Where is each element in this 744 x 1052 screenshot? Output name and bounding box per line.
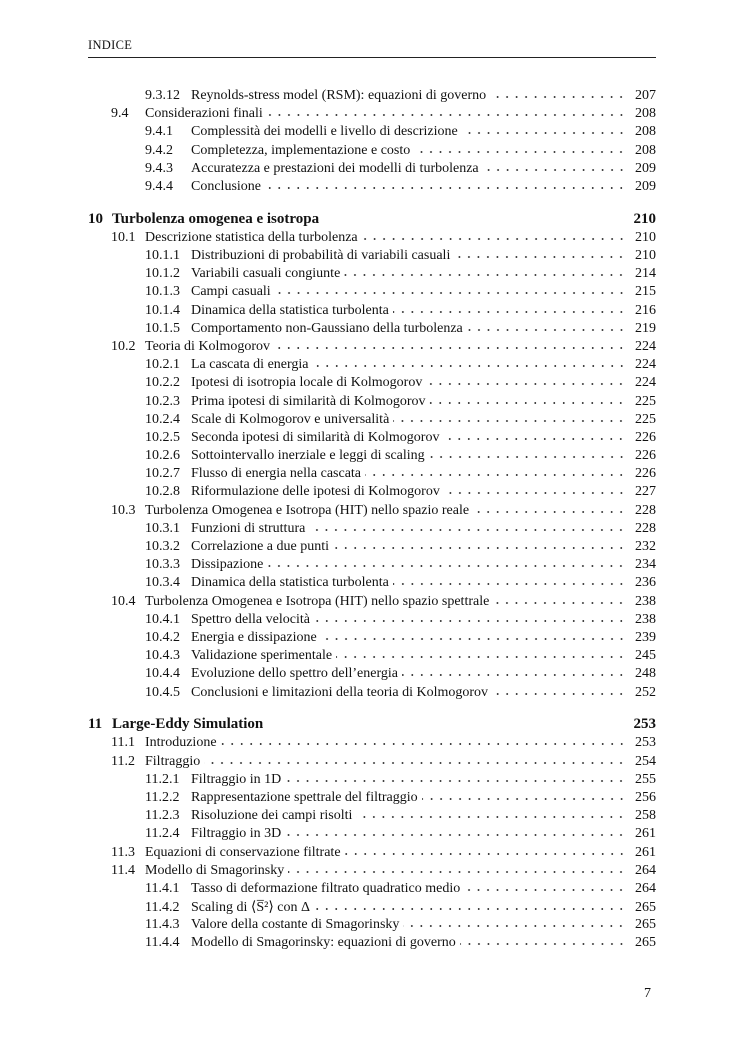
toc-entry-title: Modello di Smagorinsky — [145, 862, 285, 878]
toc-entry-title: Reynolds-stress model (RSM): equazioni di governo — [191, 88, 487, 103]
toc-entry-page: 248 — [635, 666, 656, 682]
toc-entry-title: Completezza, implementazione e costo — [191, 142, 411, 158]
toc-entry-number: 10.3 — [111, 502, 136, 518]
toc-subsection[interactable] — [88, 575, 656, 593]
dot-leader — [393, 304, 626, 314]
dot-leader — [265, 180, 626, 190]
toc-entry-title: Prima ipotesi di similarità di Kolmogorov — [191, 393, 426, 409]
toc-entry-number: 10.4 — [111, 593, 136, 609]
toc-entry-page: 261 — [635, 826, 656, 842]
toc-entry-number: 11.2 — [111, 753, 135, 769]
toc-subsection[interactable] — [88, 557, 656, 575]
toc-entry-page: 214 — [635, 266, 656, 282]
toc-entry-number: 10.4.5 — [145, 684, 180, 700]
toc-subsection[interactable] — [88, 772, 656, 790]
toc-entry-title: Modello di Smagorinsky: equazioni di governo — [191, 935, 456, 951]
toc-entry-title: Descrizione statistica della turbolenza — [145, 229, 358, 245]
dot-leader — [267, 718, 626, 728]
toc-entry-page: 219 — [635, 320, 656, 336]
toc-entry-page: 208 — [635, 106, 656, 122]
toc-entry-number: 11.4.1 — [145, 880, 180, 896]
toc-entry-number: 11.4.4 — [145, 935, 180, 951]
toc-entry-title: Complessità dei modelli e livello di descrizione — [191, 124, 458, 140]
toc-entry-title: Conclusione — [191, 178, 261, 194]
toc-entry-number: 10.1.2 — [145, 266, 180, 282]
toc-entry-number: 10.4.4 — [145, 666, 180, 682]
toc-entry-title: Dissipazione — [191, 557, 264, 573]
toc-entry-page: 224 — [635, 357, 656, 373]
toc-entry-page: 236 — [635, 575, 656, 591]
toc-subsection[interactable] — [88, 179, 656, 197]
dot-leader — [473, 504, 626, 514]
toc-entry-page: 209 — [635, 160, 656, 176]
toc-entry-number: 11.2.1 — [145, 771, 180, 787]
toc-entry-page: 226 — [635, 448, 656, 464]
toc-entry-number: 10.4.3 — [145, 648, 180, 664]
toc-section[interactable] — [88, 106, 656, 124]
toc-entry-number: 10.1.1 — [145, 248, 180, 263]
toc-entry-page: 210 — [635, 248, 656, 263]
dot-leader — [462, 125, 626, 135]
toc-entry-page: 265 — [635, 900, 656, 916]
dot-leader — [309, 522, 626, 532]
dot-leader — [422, 791, 626, 801]
dot-leader — [429, 449, 626, 459]
toc-entry-page: 226 — [635, 429, 656, 445]
toc-entry-page: 227 — [635, 484, 656, 500]
dot-leader — [204, 755, 626, 765]
toc-entry-title: La cascata di energia — [191, 357, 309, 373]
toc-subsection[interactable] — [88, 88, 656, 106]
toc-subsection[interactable] — [88, 448, 656, 466]
toc-entry-number: 10.2.6 — [145, 448, 180, 464]
toc-subsection[interactable] — [88, 790, 656, 808]
toc-entry-number: 10.3.1 — [145, 520, 180, 536]
running-header — [88, 38, 656, 58]
toc-entry-title: Variabili casuali congiunte — [191, 266, 341, 282]
dot-leader — [402, 667, 626, 677]
toc-entry-number: 10.3.4 — [145, 575, 180, 591]
dot-leader — [267, 107, 626, 117]
toc-subsection[interactable] — [88, 484, 656, 502]
toc-entry-title: Comportamento non-Gaussiano della turbolenza — [191, 320, 463, 336]
toc-entry-number: 10.2 — [111, 338, 136, 354]
toc-subsection[interactable] — [88, 124, 656, 142]
toc-entry-title: Filtraggio in 3D — [191, 826, 282, 842]
toc-subsection[interactable] — [88, 321, 656, 339]
toc-subsection[interactable] — [88, 143, 656, 161]
toc-entry-title: Dinamica della statistica turbolenta — [191, 575, 389, 591]
dot-leader — [221, 736, 626, 746]
toc-subsection[interactable] — [88, 648, 656, 666]
toc-subsection[interactable] — [88, 357, 656, 375]
toc-entry-number: 10 — [88, 210, 103, 227]
toc-entry-page: 228 — [635, 520, 656, 536]
toc-entry-number: 10.2.4 — [145, 411, 180, 427]
toc-subsection[interactable] — [88, 284, 656, 302]
toc-entry-number: 11.1 — [111, 735, 135, 751]
dot-leader — [444, 485, 626, 495]
dot-leader — [313, 358, 626, 368]
dot-leader — [467, 322, 626, 332]
dot-leader — [490, 89, 626, 99]
dot-leader — [288, 864, 626, 874]
toc-entry-title: Riformulazione delle ipotesi di Kolmogorov — [191, 484, 440, 500]
toc-entry-number: 10.2.5 — [145, 429, 180, 445]
toc-entry-title: Large-Eddy Simulation — [112, 716, 264, 733]
dot-leader — [393, 576, 626, 586]
toc-section[interactable] — [88, 754, 656, 772]
dot-leader — [344, 267, 626, 277]
toc-entry-page: 239 — [635, 629, 656, 645]
dot-leader — [460, 936, 626, 946]
toc-entry-number: 11.2.3 — [145, 808, 180, 824]
toc-entry-number: 10.2.7 — [145, 466, 180, 482]
toc-entry-title: Seconda ipotesi di similarità di Kolmogorov — [191, 429, 440, 445]
toc-entry-page: 265 — [635, 917, 656, 933]
toc-entry-title: Dinamica della statistica turbolenta — [191, 302, 389, 318]
toc-subsection[interactable] — [88, 161, 656, 179]
toc-entry-page: 264 — [635, 880, 656, 896]
toc-subsection[interactable] — [88, 826, 656, 844]
toc-subsection[interactable] — [88, 808, 656, 826]
toc-entry-number: 10.1.3 — [145, 284, 180, 300]
toc-entry-number: 10.2.8 — [145, 484, 180, 500]
toc-subsection[interactable] — [88, 430, 656, 448]
toc-subsection[interactable] — [88, 466, 656, 484]
toc-entry-title: Accuratezza e prestazioni dei modelli di turbolenza — [191, 160, 479, 176]
dot-leader — [483, 162, 626, 172]
dot-leader — [321, 631, 626, 641]
toc-entry-title: Turbolenza Omogenea e Isotropa (HIT) nello spazio reale — [145, 502, 470, 518]
dot-leader — [285, 827, 626, 837]
header-title: INDICE — [88, 38, 133, 52]
toc-entry-title: Equazioni di conservazione filtrate — [145, 844, 341, 860]
toc-entry-number: 10.1.4 — [145, 302, 180, 318]
toc-subsection[interactable] — [88, 412, 656, 430]
toc-entry-page: 238 — [635, 611, 656, 627]
dot-leader — [365, 467, 626, 477]
toc-entry-page: 224 — [635, 375, 656, 391]
toc-subsection[interactable] — [88, 539, 656, 557]
dot-leader — [426, 376, 626, 386]
dot-leader — [314, 901, 626, 911]
toc-entry-number: 10.3.3 — [145, 557, 180, 573]
toc-subsection[interactable] — [88, 917, 656, 935]
toc-entry-number: 11.3 — [111, 844, 135, 860]
toc-entry-page: 224 — [635, 338, 656, 354]
toc-entry-page: 234 — [635, 557, 656, 573]
toc-subsection[interactable] — [88, 630, 656, 648]
toc-subsection[interactable] — [88, 375, 656, 393]
dot-leader — [464, 882, 626, 892]
toc-entry-number: 9.4 — [111, 106, 129, 122]
toc-section[interactable] — [88, 863, 656, 881]
toc-entry-page: 210 — [633, 210, 656, 227]
toc-entry-number: 10.1.5 — [145, 320, 180, 336]
table-of-contents — [88, 88, 656, 954]
toc-subsection[interactable] — [88, 394, 656, 412]
toc-entry-number: 10.2.1 — [145, 357, 180, 373]
dot-leader — [345, 846, 626, 856]
toc-entry-title: Considerazioni finali — [145, 106, 263, 122]
toc-entry-title: Rappresentazione spettrale del filtraggio — [191, 789, 418, 805]
toc-entry-page: 215 — [635, 284, 656, 300]
toc-entry-title: Sottointervallo inerziale e leggi di scaling — [191, 448, 425, 464]
dot-leader — [333, 540, 626, 550]
toc-entry-page: 209 — [635, 178, 656, 194]
toc-entry-title: Conclusioni e limitazioni della teoria di Kolmogorov — [191, 684, 489, 700]
toc-entry-title: Valore della costante di Smagorinsky — [191, 917, 400, 933]
toc-entry-title: Campi casuali — [191, 284, 271, 300]
toc-entry-page: 226 — [635, 466, 656, 482]
toc-section[interactable] — [88, 735, 656, 753]
toc-entry-page: 253 — [635, 735, 656, 751]
dot-leader — [492, 686, 626, 696]
toc-subsection[interactable] — [88, 612, 656, 630]
dot-leader — [443, 431, 626, 441]
toc-entry-page: 255 — [635, 771, 656, 787]
toc-entry-page: 254 — [635, 753, 656, 769]
dot-leader — [356, 809, 626, 819]
toc-chapter[interactable] — [88, 211, 656, 229]
toc-entry-number: 11.4.2 — [145, 900, 180, 916]
toc-entry-number: 10.4.2 — [145, 629, 180, 645]
toc-entry-title: Scale di Kolmogorov e universalità — [191, 411, 390, 427]
toc-entry-number: 10.1 — [111, 229, 136, 245]
dot-leader — [362, 231, 626, 241]
toc-entry-title: Validazione sperimentale — [191, 648, 333, 664]
toc-entry-page: 245 — [635, 648, 656, 664]
toc-entry-page: 225 — [635, 411, 656, 427]
dot-leader — [454, 249, 626, 259]
page-number: 7 — [644, 986, 651, 1001]
toc-entry-number: 10.3.2 — [145, 539, 180, 554]
dot-leader — [285, 773, 626, 783]
dot-leader — [414, 144, 626, 154]
toc-entry-title: Turbolenza Omogenea e Isotropa (HIT) nello spazio spettrale — [145, 593, 490, 609]
toc-entry-title: Risoluzione dei campi risolti — [191, 808, 353, 824]
toc-entry-page: 216 — [635, 302, 656, 318]
dot-leader — [493, 595, 626, 605]
toc-entry-title: Energia e dissipazione — [191, 629, 317, 645]
toc-entry-title: Turbolenza omogenea e isotropa — [112, 210, 320, 227]
toc-entry-page: 207 — [635, 88, 656, 103]
dot-leader — [267, 558, 626, 568]
dot-leader — [275, 285, 626, 295]
toc-entry-page: 265 — [635, 935, 656, 951]
toc-entry-title: Scaling di ⟨S̅²⟩ con Δ — [191, 900, 311, 916]
toc-section[interactable] — [88, 503, 656, 521]
toc-entry-number: 11 — [88, 716, 103, 733]
toc-entry-number: 10.4.1 — [145, 611, 180, 627]
toc-subsection[interactable] — [88, 303, 656, 321]
toc-entry-number: 9.4.1 — [145, 124, 173, 140]
toc-section[interactable] — [88, 594, 656, 612]
toc-subsection[interactable] — [88, 266, 656, 284]
toc-entry-title: Ipotesi di isotropia locale di Kolmogorov — [191, 375, 423, 391]
toc-entry-title: Flusso di energia nella cascata — [191, 466, 362, 482]
toc-entry-number: 11.4 — [111, 862, 135, 878]
toc-section[interactable] — [88, 845, 656, 863]
toc-entry-title: Filtraggio in 1D — [191, 771, 282, 787]
toc-entry-number: 9.4.2 — [145, 142, 173, 158]
toc-entry-title: Filtraggio — [145, 753, 201, 769]
toc-entry-number: 11.2.4 — [145, 826, 180, 842]
dot-leader — [323, 213, 626, 223]
toc-entry-number: 11.4.3 — [145, 917, 180, 933]
toc-entry-page: 258 — [635, 808, 656, 824]
toc-entry-title: Funzioni di struttura — [191, 520, 306, 536]
dot-leader — [314, 613, 626, 623]
toc-subsection[interactable] — [88, 881, 656, 899]
dot-leader — [336, 649, 626, 659]
toc-entry-title: Tasso di deformazione filtrato quadratico medio — [191, 880, 461, 896]
toc-chapter[interactable] — [88, 716, 656, 734]
toc-entry-number: 9.3.12 — [145, 88, 180, 103]
toc-entry-page: 232 — [635, 539, 656, 554]
toc-section[interactable] — [88, 339, 656, 357]
toc-entry-title: Teoria di Kolmogorov — [145, 338, 270, 354]
toc-entry-number: 11.2.2 — [145, 789, 180, 805]
toc-entry-page: 228 — [635, 502, 656, 518]
dot-leader — [429, 395, 626, 405]
dot-leader — [403, 918, 626, 928]
toc-subsection[interactable] — [88, 521, 656, 539]
toc-entry-page: 261 — [635, 844, 656, 860]
toc-entry-number: 10.2.3 — [145, 393, 180, 409]
toc-subsection[interactable] — [88, 685, 656, 703]
toc-entry-title: Evoluzione dello spettro dell’energia — [191, 666, 398, 682]
toc-section[interactable] — [88, 230, 656, 248]
toc-entry-page: 208 — [635, 142, 656, 158]
dot-leader — [393, 413, 626, 423]
toc-entry-page: 225 — [635, 393, 656, 409]
toc-entry-page: 208 — [635, 124, 656, 140]
toc-entry-number: 9.4.3 — [145, 160, 173, 176]
toc-entry-page: 238 — [635, 593, 656, 609]
toc-entry-title: Correlazione a due punti — [191, 539, 330, 554]
toc-entry-number: 9.4.4 — [145, 178, 173, 194]
toc-entry-page: 210 — [635, 229, 656, 245]
toc-entry-number: 10.2.2 — [145, 375, 180, 391]
toc-subsection[interactable] — [88, 899, 656, 917]
toc-entry-title: Distribuzioni di probabilità di variabili casuali — [191, 248, 451, 263]
dot-leader — [274, 340, 626, 350]
toc-entry-page: 256 — [635, 789, 656, 805]
toc-subsection[interactable] — [88, 248, 656, 266]
toc-entry-page: 264 — [635, 862, 656, 878]
toc-entry-page: 252 — [635, 684, 656, 700]
toc-entry-title: Spettro della velocità — [191, 611, 310, 627]
toc-subsection[interactable] — [88, 666, 656, 684]
toc-entry-page: 253 — [633, 716, 656, 733]
toc-subsection[interactable] — [88, 935, 656, 953]
toc-entry-title: Introduzione — [145, 735, 217, 751]
